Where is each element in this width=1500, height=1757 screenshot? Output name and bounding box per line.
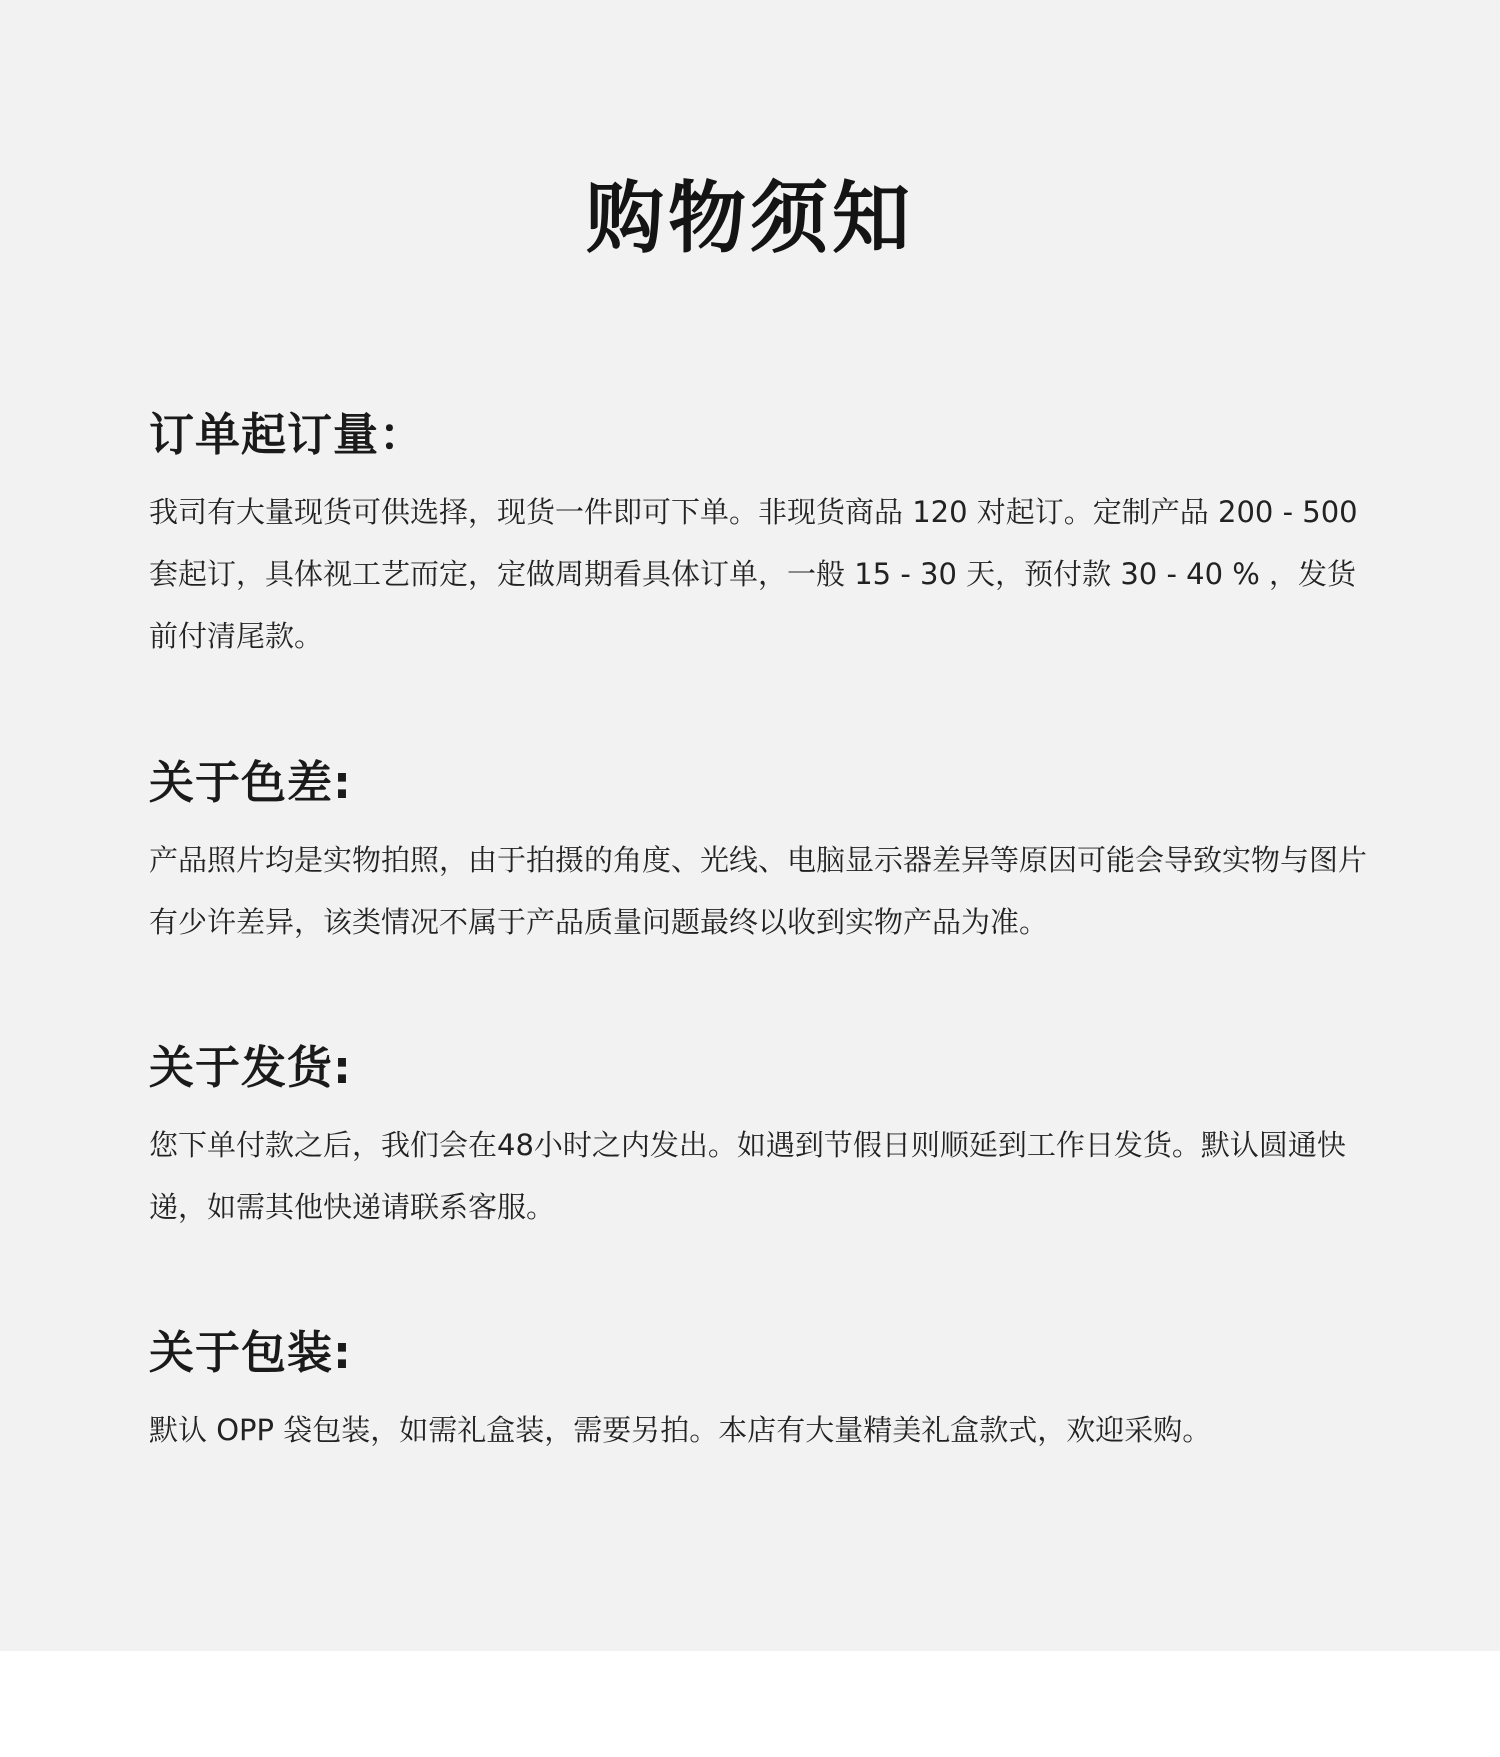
section-color-difference bbox=[149, 753, 1379, 953]
section-order-minimum bbox=[149, 405, 1379, 667]
section-body: 产品照片均是实物拍照，由于拍摄的角度、光线、电脑显示器差异等原因可能会导致实物与图片有少许差异，该类情况不属于产品质量问题最终以收到实物产品为准。 bbox=[149, 843, 1368, 939]
section-heading: 关于色差: bbox=[149, 756, 352, 809]
page-title: 购物须知 bbox=[585, 174, 914, 264]
section-heading: 关于包装: bbox=[149, 1326, 352, 1379]
section-heading: 关于发货: bbox=[149, 1041, 352, 1094]
section-shipping bbox=[149, 1038, 1379, 1238]
section-body: 您下单付款之后，我们会在48小时之内发出。如遇到节假日则顺延到工作日发货。默认圆通快递，如需其他快递请联系客服。 bbox=[149, 1128, 1346, 1224]
section-body: 默认 OPP 袋包装，如需礼盒装，需要另拍。本店有大量精美礼盒款式，欢迎采购。 bbox=[149, 1413, 1212, 1447]
section-body: 我司有大量现货可供选择，现货一件即可下单。非现货商品 120 对起订。定制产品 200 - 500 套起订，具体视工艺而定，定做周期看具体订单，一般 15 - 30 天，预付款 30 - 40 % ，发货前付清尾款。 bbox=[149, 495, 1358, 653]
section-packaging bbox=[149, 1323, 1379, 1461]
section-heading: 订单起订量： bbox=[149, 408, 426, 461]
